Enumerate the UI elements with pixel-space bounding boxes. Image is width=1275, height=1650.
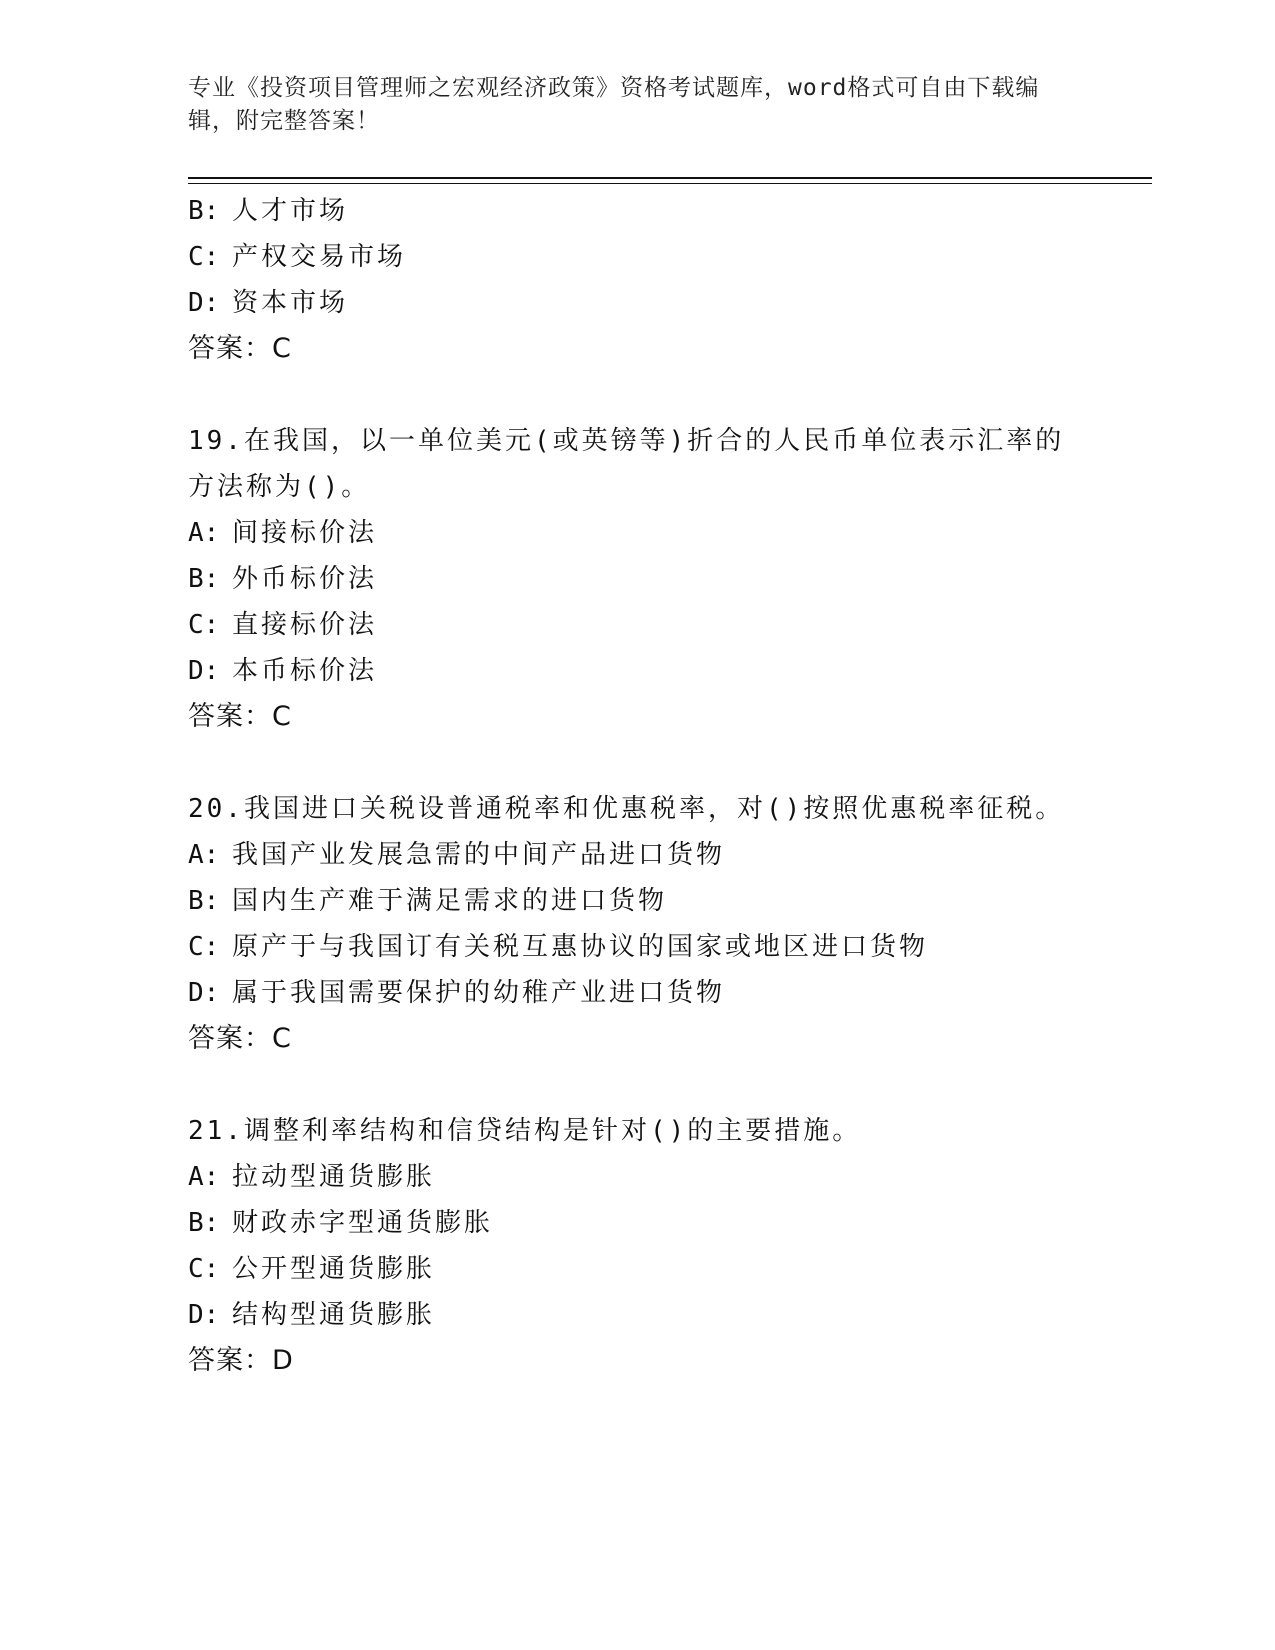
option-letter: D: [188, 656, 220, 686]
option-letter: B: [188, 196, 220, 226]
option-a [188, 1154, 1108, 1200]
option-text: 间接标价法 [232, 518, 378, 548]
question-stem: 20.我国进口关税设普通税率和优惠税率，对()按照优惠税率征税。 [188, 794, 1065, 824]
option-text: 结构型通货膨胀 [232, 1300, 436, 1330]
question-21 [188, 1108, 1108, 1384]
option-letter: C: [188, 242, 220, 272]
option-d [188, 970, 1108, 1016]
page-header: 专业《投资项目管理师之宏观经济政策》资格考试题库，word格式可自由下载编辑，附完整答案！ [188, 75, 1040, 134]
question-stem: 21.调整利率结构和信贷结构是针对()的主要措施。 [188, 1116, 862, 1146]
question-18-continued [188, 188, 1108, 372]
option-letter: C: [188, 610, 220, 640]
option-letter: B: [188, 1208, 220, 1238]
option-text: 财政赤字型通货膨胀 [232, 1208, 494, 1238]
option-letter: B: [188, 564, 220, 594]
header-rule-thin [188, 183, 1152, 184]
answer-line: 答案：D [188, 1345, 294, 1376]
spacer [188, 1062, 1108, 1108]
option-b [188, 878, 1108, 924]
option-letter: D: [188, 288, 220, 318]
option-text: 产权交易市场 [232, 242, 407, 272]
option-text: 直接标价法 [232, 610, 378, 640]
option-letter: A: [188, 840, 220, 870]
answer-line: 答案：C [188, 1023, 292, 1054]
question-20 [188, 786, 1108, 1062]
option-letter: B: [188, 886, 220, 916]
option-letter: C: [188, 932, 220, 962]
header-rule-thick [188, 177, 1152, 179]
option-a [188, 832, 1108, 878]
option-text: 国内生产难于满足需求的进口货物 [232, 886, 668, 916]
option-letter: D: [188, 1300, 220, 1330]
question-stem: 19.在我国，以一单位美元(或英镑等)折合的人民币单位表示汇率的方法称为()。 [188, 426, 1065, 502]
option-letter: C: [188, 1254, 220, 1284]
option-letter: D: [188, 978, 220, 1008]
option-b [188, 1200, 1108, 1246]
option-text: 原产于与我国订有关税互惠协议的国家或地区进口货物 [232, 932, 929, 962]
option-text: 本币标价法 [232, 656, 378, 686]
spacer [188, 740, 1108, 786]
option-c [188, 234, 1108, 280]
question-19 [188, 418, 1108, 740]
answer-line: 答案：C [188, 701, 292, 732]
option-d [188, 280, 1108, 326]
option-c [188, 602, 1108, 648]
option-text: 拉动型通货膨胀 [232, 1162, 436, 1192]
option-b [188, 188, 1108, 234]
option-c [188, 924, 1108, 970]
option-letter: A: [188, 518, 220, 548]
option-d [188, 1292, 1108, 1338]
option-text: 属于我国需要保护的幼稚产业进口货物 [232, 978, 726, 1008]
answer-line: 答案：C [188, 333, 292, 364]
option-text: 人才市场 [232, 196, 349, 226]
option-text: 我国产业发展急需的中间产品进口货物 [232, 840, 726, 870]
question-content [188, 188, 1108, 1384]
option-letter: A: [188, 1162, 220, 1192]
option-text: 资本市场 [232, 288, 349, 318]
spacer [188, 372, 1108, 418]
option-d [188, 648, 1108, 694]
option-c [188, 1246, 1108, 1292]
option-b [188, 556, 1108, 602]
option-text: 外币标价法 [232, 564, 378, 594]
option-a [188, 510, 1108, 556]
option-text: 公开型通货膨胀 [232, 1254, 436, 1284]
